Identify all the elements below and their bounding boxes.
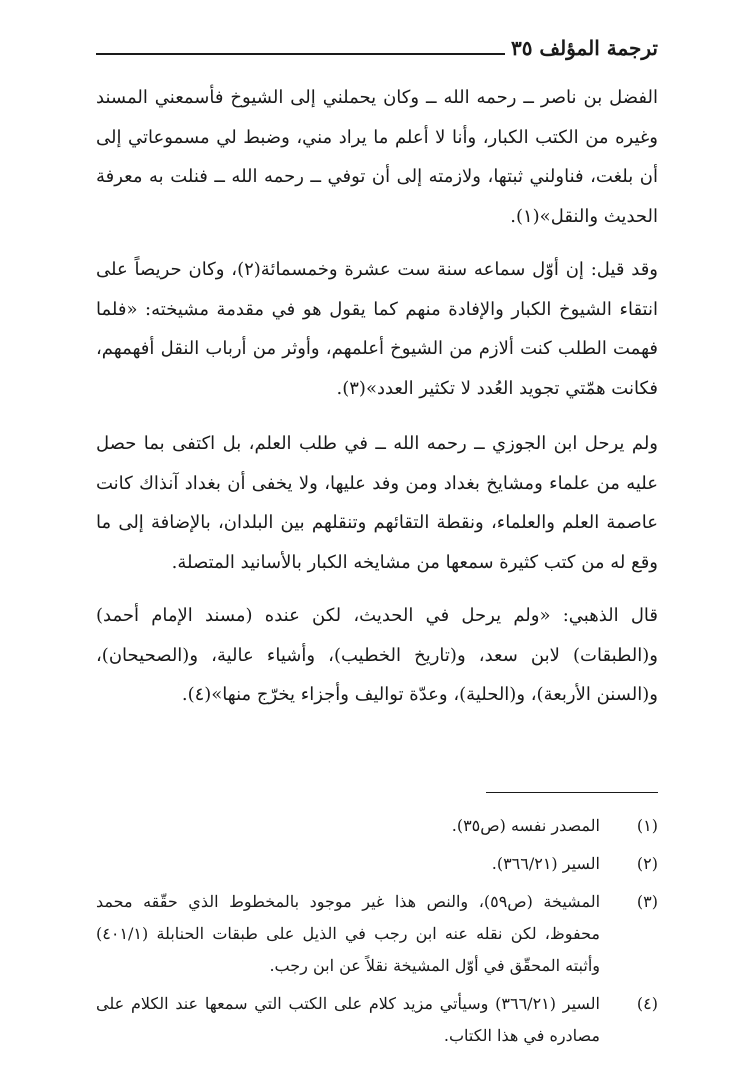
paragraph: الفضل بن ناصر ــ رحمه الله ــ وكان يحملني إلى الشيوخ فأسمعني المسند وغيره من الكتب الكبار، وأنا لا أعلم ما يراد مني، وضبط لي مسموعاتي إلى أن بلغت، فناولني ثبتها، ولازمته إلى أن توفي ــ رحمه الله ــ فنلت به معرفة الحديث والنقل»(١). xyxy=(96,87,658,227)
paragraph: وقد قيل: إن أوّل سماعه سنة ست عشرة وخمسمائة(٢)، وكان حريصاً على انتقاء الشيوخ الكبار والإفادة منهم كما يقول هو في مقدمة مشيخته: «فلما فهمت الطلب كنت ألازم من الشيوخ أعلمهم، وأوثر من أرباب النقل أفهمهم، فكانت همّتي تجويد العُدد لا تكثير العدد»(٣). xyxy=(96,259,659,399)
header-title: ترجمة المؤلف ٣٥ xyxy=(510,36,658,60)
footnote xyxy=(96,886,658,982)
footnote-separator xyxy=(486,792,658,793)
footnote xyxy=(96,988,658,1052)
header-rule xyxy=(96,53,505,55)
footnote xyxy=(96,810,658,842)
main-text xyxy=(96,78,658,733)
footnote xyxy=(96,848,658,880)
footnote-number: (١) xyxy=(636,816,658,835)
footnote-text: المشيخة (ص٥٩)، والنص هذا غير موجود بالمخطوط الذي حقّقه محمد محفوظ، لكن نقله عنه ابن رجب في الذيل على طبقات الحنابلة (٤٠١/١) وأثبته المحقّق في أوّل المشيخة نقلاً عن ابن رجب. xyxy=(96,892,601,975)
footnote-number: (٣) xyxy=(636,892,658,911)
footnote-number: (٤) xyxy=(636,994,658,1013)
footnote-text: السير (٣٦٦/٢١). xyxy=(491,854,600,873)
paragraph: ولم يرحل ابن الجوزي ــ رحمه الله ــ في طلب العلم، بل اكتفى بما حصل عليه من علماء ومشايخ بغداد ومن وفد عليها، ولا يخفى أن بغداد آنذاك كانت عاصمة العلم والعلماء، ونقطة التقائهم وتنقلهم بين البلدان، بالإضافة إلى ما وقع له من كتب كثيرة سمعها من مشايخه الكبار بالأسانيد المتصلة. xyxy=(96,433,658,573)
footnote-number: (٢) xyxy=(636,854,658,873)
running-header xyxy=(96,30,658,60)
footnotes xyxy=(96,810,658,1058)
paragraph: قال الذهبي: «ولم يرحل في الحديث، لكن عنده (مسند الإمام أحمد) و(الطبقات) لابن سعد، و(تاريخ الخطيب)، وأشياء عالية، و(الصحيحان)، و(السنن الأربعة)، و(الحلية)، وعدّة تواليف وأجزاء يخرّج منها»(٤). xyxy=(96,605,658,705)
footnote-text: المصدر نفسه (ص٣٥). xyxy=(451,816,600,835)
footnote-text: السير (٣٦٦/٢١) وسيأتي مزيد كلام على الكتب التي سمعها عند الكلام على مصادره في هذا الكتاب. xyxy=(96,994,601,1045)
